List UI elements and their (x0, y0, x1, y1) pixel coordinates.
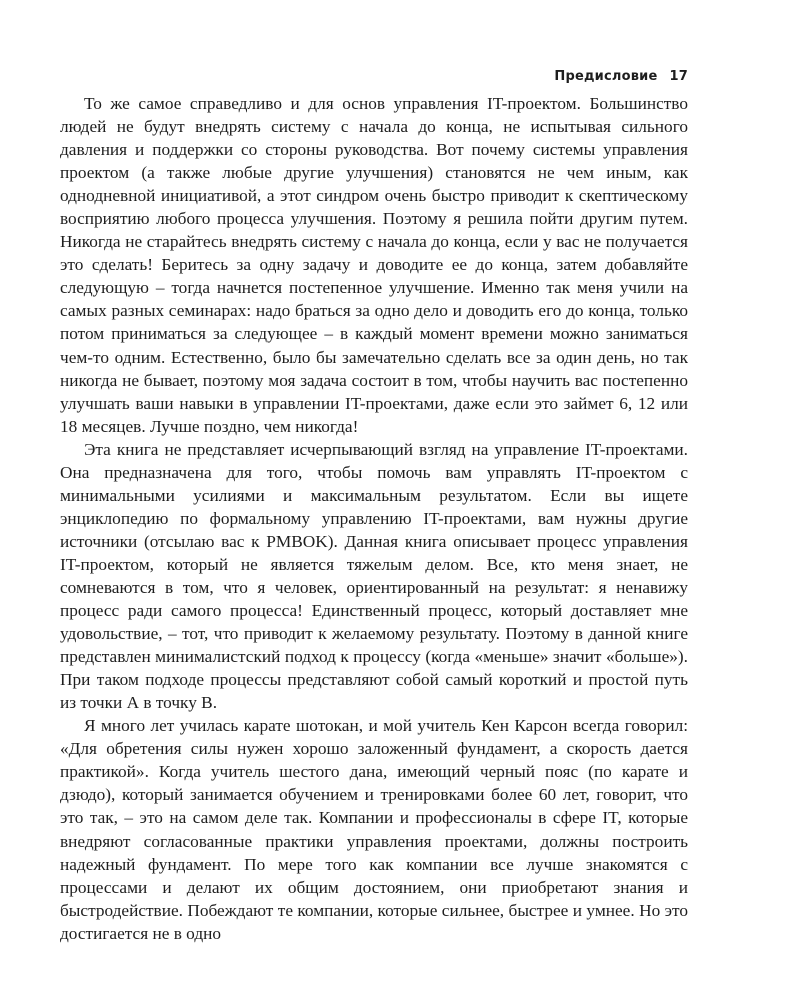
book-page (60, 66, 688, 945)
paragraph-1: То же самое справедливо и для основ управления IT-проектом. Большинство людей не будут внедрять систему с начала до конца, не испытывая сильного давления и поддержки со стороны руководства. Вот почему системы управления проектом (а также любые другие улучшения) становятся не чем иным, как однодневной инициативой, а этот синдром очень быстро приводит к скептическому восприятию любого процесса улучшения. Поэтому я решила пойти другим путем. Никогда не старайтесь внедрять систему с начала до конца, если у вас не получается это сделать! Беритесь за одну задачу и доводите ее до конца, затем добавляйте следующую – тогда начнется постепенное улучшение. Именно так меня учили на самых разных семинарах: надо браться за одно дело и доводить его до конца, только потом приниматься за следующее – в каждый момент времени можно заниматься чем-то одним. Естественно, было бы замечательно сделать все за один день, но так никогда не бывает, поэтому моя задача состоит в том, чтобы научить вас постепенно улучшать ваши навыки в управлении IT-проектами, даже если это займет 6, 12 или 18 месяцев. Лучше поздно, чем никогда! (60, 94, 688, 436)
running-header (60, 66, 688, 88)
paragraph-3: Я много лет училась карате шотокан, и мой учитель Кен Карсон всегда говорил: «Для обретения силы нужен хорошо заложенный фундамент, а скорость дается практикой». Когда учитель шестого дана, имеющий черный пояс (по карате и дзюдо), который занимается обучением и тренировками более 60 лет, говорит, что это так, – это на самом деле так. Компании и профессионалы в сфере IT, которые внедряют согласованные практики управления проектами, должны построить надежный фундамент. По мере того как компании все лучше знакомятся с процессами и делают их общим достоянием, они приобретают знания и быстродействие. Побеждают те компании, которые сильнее, быстрее и умнее. Но это достигается не в одно (60, 716, 688, 943)
section-title: Предисловие (554, 69, 658, 84)
page-number: 17 (669, 69, 688, 84)
body-text (60, 92, 688, 945)
paragraph-2: Эта книга не представляет исчерпывающий взгляд на управление IT-проектами. Она предназначена для того, чтобы помочь вам управлять IT-проектом с минимальными усилиями и максимальным результатом. Если вы ищете энциклопедию по формальному управлению IT-проектами, вам нужны другие источники (отсылаю вас к PMBOK). Данная книга описывает процесс управления IT-проектом, который не является тяжелым делом. Все, кто меня знает, не сомневаются в том, что я человек, ориентированный на результат: я ненавижу процесс ради самого процесса! Единственный процесс, который доставляет мне удовольствие, – тот, что приводит к желаемому результату. Поэтому в данной книге представлен минималистский подход к процессу (когда «меньше» значит «больше»). При таком подходе процессы представляют собой самый короткий и простой путь из точки А в точку В. (60, 439, 688, 713)
